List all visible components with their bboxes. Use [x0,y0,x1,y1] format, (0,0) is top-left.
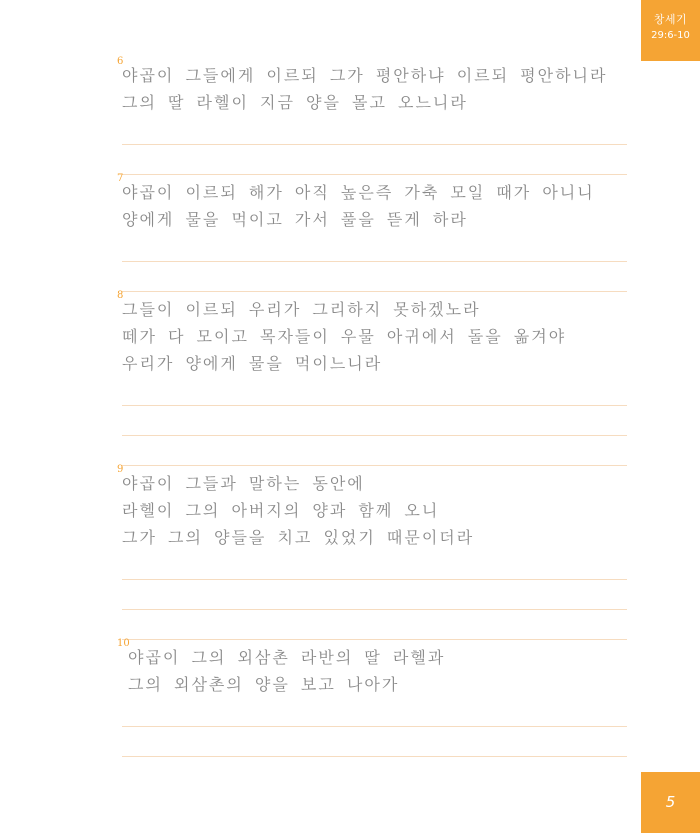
verse-8 [117,290,627,377]
verse-line: 야곱이 그의 외삼촌 라반의 딸 라헬과 [128,648,446,667]
verse-line: 우리가 양에게 물을 먹이느니라 [122,354,383,373]
verse-line: 야곱이 그들과 말하는 동안에 [122,474,365,493]
verse-line: 야곱이 이르되 해가 아직 높은즉 가축 모일 때가 아니니 [122,183,595,202]
verse-line: 그가 그의 양들을 치고 있었기 때문이더라 [122,528,475,547]
verse-line: 라헬이 그의 아버지의 양과 함께 오니 [122,501,440,520]
verse-6 [117,56,627,116]
writing-line [122,726,627,727]
writing-line [122,465,627,466]
verse-line: 그들이 이르되 우리가 그리하지 못하겠노라 [122,300,481,319]
verse-number: 7 [117,173,124,184]
verse-line: 야곱이 그들에게 이르되 그가 평안하냐 이르되 평안하니라 [122,66,608,85]
verse-line: 그의 딸 라헬이 지금 양을 몰고 오느니라 [122,93,468,112]
verse-number: 9 [117,464,124,475]
page-number: 5 [641,772,700,833]
writing-line [122,435,627,436]
writing-line [122,291,627,292]
verse-number: 6 [117,56,124,67]
verse-line: 떼가 다 모이고 목자들이 우물 아귀에서 돌을 옮겨야 [122,327,567,346]
writing-line [122,639,627,640]
writing-line [122,261,627,262]
verse-line: 양에게 물을 먹이고 가서 풀을 뜯게 하라 [122,210,468,229]
writing-line [122,579,627,580]
verse-line: 그의 외삼촌의 양을 보고 나아가 [128,675,400,694]
verse-number: 8 [117,290,124,301]
writing-line [122,756,627,757]
verse-10 [117,638,627,698]
verse-range: 29:6-10 [651,30,690,41]
writing-line [122,405,627,406]
verse-number: 10 [117,638,130,649]
writing-line [122,174,627,175]
verse-7 [117,173,627,233]
writing-line [122,144,627,145]
book-title: 창세기 [653,13,688,26]
writing-line [122,609,627,610]
verse-9 [117,464,627,551]
chapter-tab [641,0,700,61]
